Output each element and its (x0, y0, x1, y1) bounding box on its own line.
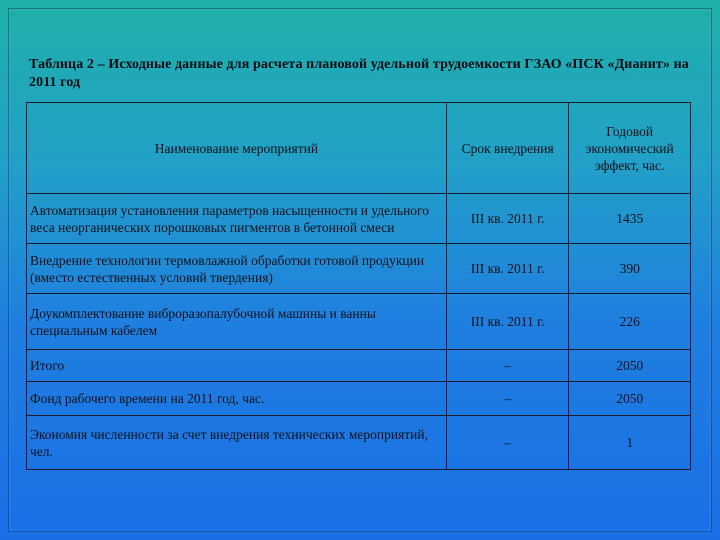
header-annual-effect: Годовой экономический эффект, час. (569, 103, 691, 194)
table-row-total (27, 350, 691, 382)
cell-measure: Фонд рабочего времени на 2011 год, час. (27, 382, 447, 416)
cell-effect: 226 (569, 294, 691, 350)
cell-term: – (446, 382, 569, 416)
table-header-row (27, 103, 691, 194)
cell-term: III кв. 2011 г. (446, 194, 569, 244)
table-row (27, 294, 691, 350)
cell-term: III кв. 2011 г. (446, 244, 569, 294)
cell-term: III кв. 2011 г. (446, 294, 569, 350)
header-measures: Наименование мероприятий (27, 103, 447, 194)
cell-measure: Автоматизация установления параметров насыщенности и удельного веса неорганических порошковых пигментов в бетонной смеси (27, 194, 447, 244)
table-caption: Таблица 2 – Исходные данные для расчета плановой удельной трудоемкости ГЗАО «ПСК «Дианит» на 2011 год (29, 57, 689, 90)
cell-term: – (446, 416, 569, 470)
cell-effect: 2050 (569, 382, 691, 416)
table-row-headcount-savings (27, 416, 691, 470)
cell-measure: Внедрение технологии термовлажной обработки готовой продукции (вместо естественных условий твердения) (27, 244, 447, 294)
cell-measure: Итого (27, 350, 447, 382)
table-row (27, 244, 691, 294)
cell-effect: 2050 (569, 350, 691, 382)
cell-effect: 1 (569, 416, 691, 470)
cell-effect: 1435 (569, 194, 691, 244)
cell-term: – (446, 350, 569, 382)
header-implementation-term: Срок внедрения (446, 103, 569, 194)
source-data-table (26, 102, 691, 470)
cell-effect: 390 (569, 244, 691, 294)
cell-measure: Экономия численности за счет внедрения технических мероприятий, чел. (27, 416, 447, 470)
table-row-work-time-fund (27, 382, 691, 416)
table-row (27, 194, 691, 244)
cell-measure: Доукомплектование виброразопалубочной машины и ванны специальным кабелем (27, 294, 447, 350)
